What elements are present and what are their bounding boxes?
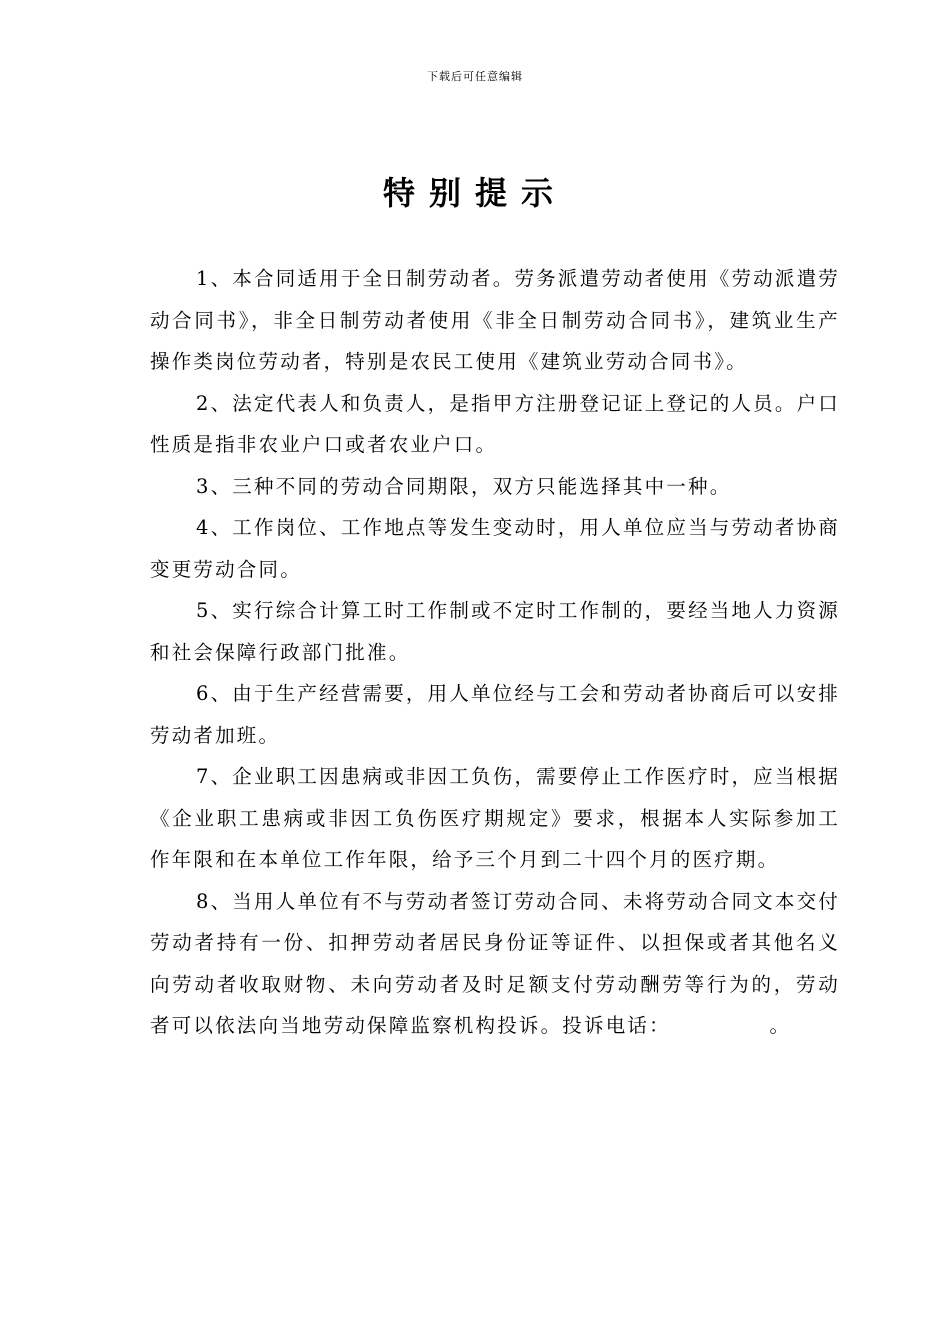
paragraph-4: 4、工作岗位、工作地点等发生变动时，用人单位应当与劳动者协商变更劳动合同。 [150, 516, 840, 581]
paragraph-7: 7、企业职工因患病或非因工负伤，需要停止工作医疗时，应当根据《企业职工患病或非因工负伤医疗期规定》要求，根据本人实际参加工作年限和在本单位工作年限，给予三个月到二十四个月的医疗期。 [150, 765, 840, 871]
paragraph-8: 8、当用人单位有不与劳动者签订劳动合同、未将劳动合同文本交付劳动者持有一份、扣押劳动者居民身份证等证件、以担保或者其他名义向劳动者收取财物、未向劳动者及时足额支付劳动酬劳等行为的，劳动者可以依法向当地劳动保障监察机构投诉。投诉电话： 。 [150, 889, 840, 1037]
paragraph-1: 1、本合同适用于全日制劳动者。劳务派遣劳动者使用《劳动派遣劳动合同书》，非全日制劳动者使用《非全日制劳动合同书》，建筑业生产操作类岗位劳动者，特别是农民工使用《建筑业劳动合同书》。 [150, 267, 840, 373]
paragraph-6: 6、由于生产经营需要，用人单位经与工会和劳动者协商后可以安排劳动者加班。 [150, 682, 840, 747]
paragraph-5: 5、实行综合计算工时工作制或不定时工作制的，要经当地人力资源和社会保障行政部门批准。 [150, 599, 840, 664]
document-body [150, 258, 840, 1047]
document-title: 特别提示 [382, 174, 567, 212]
paragraph-3: 3、三种不同的劳动合同期限，双方只能选择其中一种。 [196, 474, 732, 498]
paragraph-2: 2、法定代表人和负责人，是指甲方注册登记证上登记的人员。户口性质是指非农业户口或者农业户口。 [150, 391, 840, 456]
header-note: 下载后可任意编辑 [427, 70, 523, 83]
